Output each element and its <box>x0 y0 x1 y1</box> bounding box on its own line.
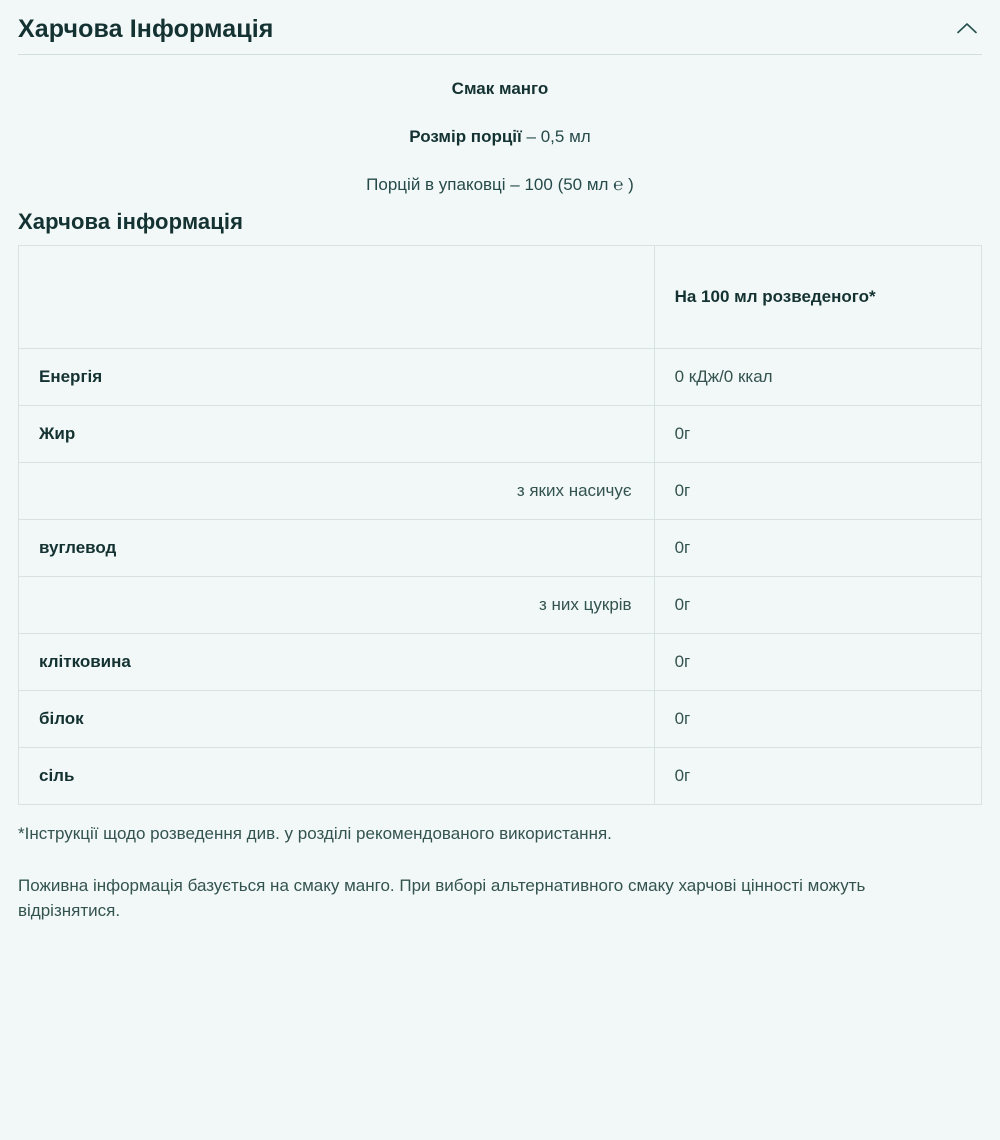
row-value-sugars: 0г <box>654 577 981 634</box>
intro-block <box>18 55 982 195</box>
row-label-fat: Жир <box>19 406 655 463</box>
row-label-sugars: з них цукрів <box>19 577 655 634</box>
serving-size-label: Розмір порції <box>409 127 522 146</box>
table-row <box>19 691 982 748</box>
row-value-energy: 0 кДж/0 ккал <box>654 349 981 406</box>
row-value-fibre: 0г <box>654 634 981 691</box>
flavour-text: Смак манго <box>451 79 549 98</box>
collapse-section-button[interactable] <box>952 16 982 42</box>
footnote-flavour-variation: Поживна інформація базується на смаку манго. При виборі альтернативного смаку харчові цінності можуть відрізнятися. <box>18 875 866 920</box>
row-value-saturates: 0г <box>654 463 981 520</box>
table-row <box>19 349 982 406</box>
chevron-up-icon <box>957 22 977 37</box>
row-value-protein: 0г <box>654 691 981 748</box>
row-label-energy: Енергія <box>19 349 655 406</box>
servings-per-pack-end: ) <box>628 175 634 194</box>
row-label-carbohydrate: вуглевод <box>19 520 655 577</box>
serving-size-value: – 0,5 мл <box>526 127 591 146</box>
row-label-fibre: клітковина <box>19 634 655 691</box>
row-label-salt: сіль <box>19 748 655 805</box>
servings-per-pack-text: Порцій в упаковці – 100 (50 мл <box>366 175 609 194</box>
servings-per-pack-line <box>18 175 982 195</box>
table-header-row <box>19 246 982 349</box>
row-label-protein: білок <box>19 691 655 748</box>
estimated-sign-icon: ℮ <box>613 175 624 194</box>
table-header-per-100ml: На 100 мл розведеного* <box>654 246 981 349</box>
nutrition-table-heading: Харчова інформація <box>18 209 244 234</box>
row-value-fat: 0г <box>654 406 981 463</box>
table-head <box>19 246 982 349</box>
row-value-carbohydrate: 0г <box>654 520 981 577</box>
page-title: Харчова Інформація <box>18 15 274 43</box>
table-row <box>19 520 982 577</box>
table-row <box>19 748 982 805</box>
nutrition-table <box>18 245 982 805</box>
row-label-saturates: з яких насичує <box>19 463 655 520</box>
table-row <box>19 634 982 691</box>
footnote-dilution: *Інструкції щодо розведення див. у розділі рекомендованого використання. <box>18 824 612 843</box>
table-body <box>19 349 982 805</box>
serving-size-line <box>18 127 982 147</box>
section-header[interactable] <box>18 0 982 55</box>
table-row <box>19 406 982 463</box>
row-value-salt: 0г <box>654 748 981 805</box>
table-row <box>19 577 982 634</box>
table-header-blank <box>19 246 655 349</box>
table-row <box>19 463 982 520</box>
